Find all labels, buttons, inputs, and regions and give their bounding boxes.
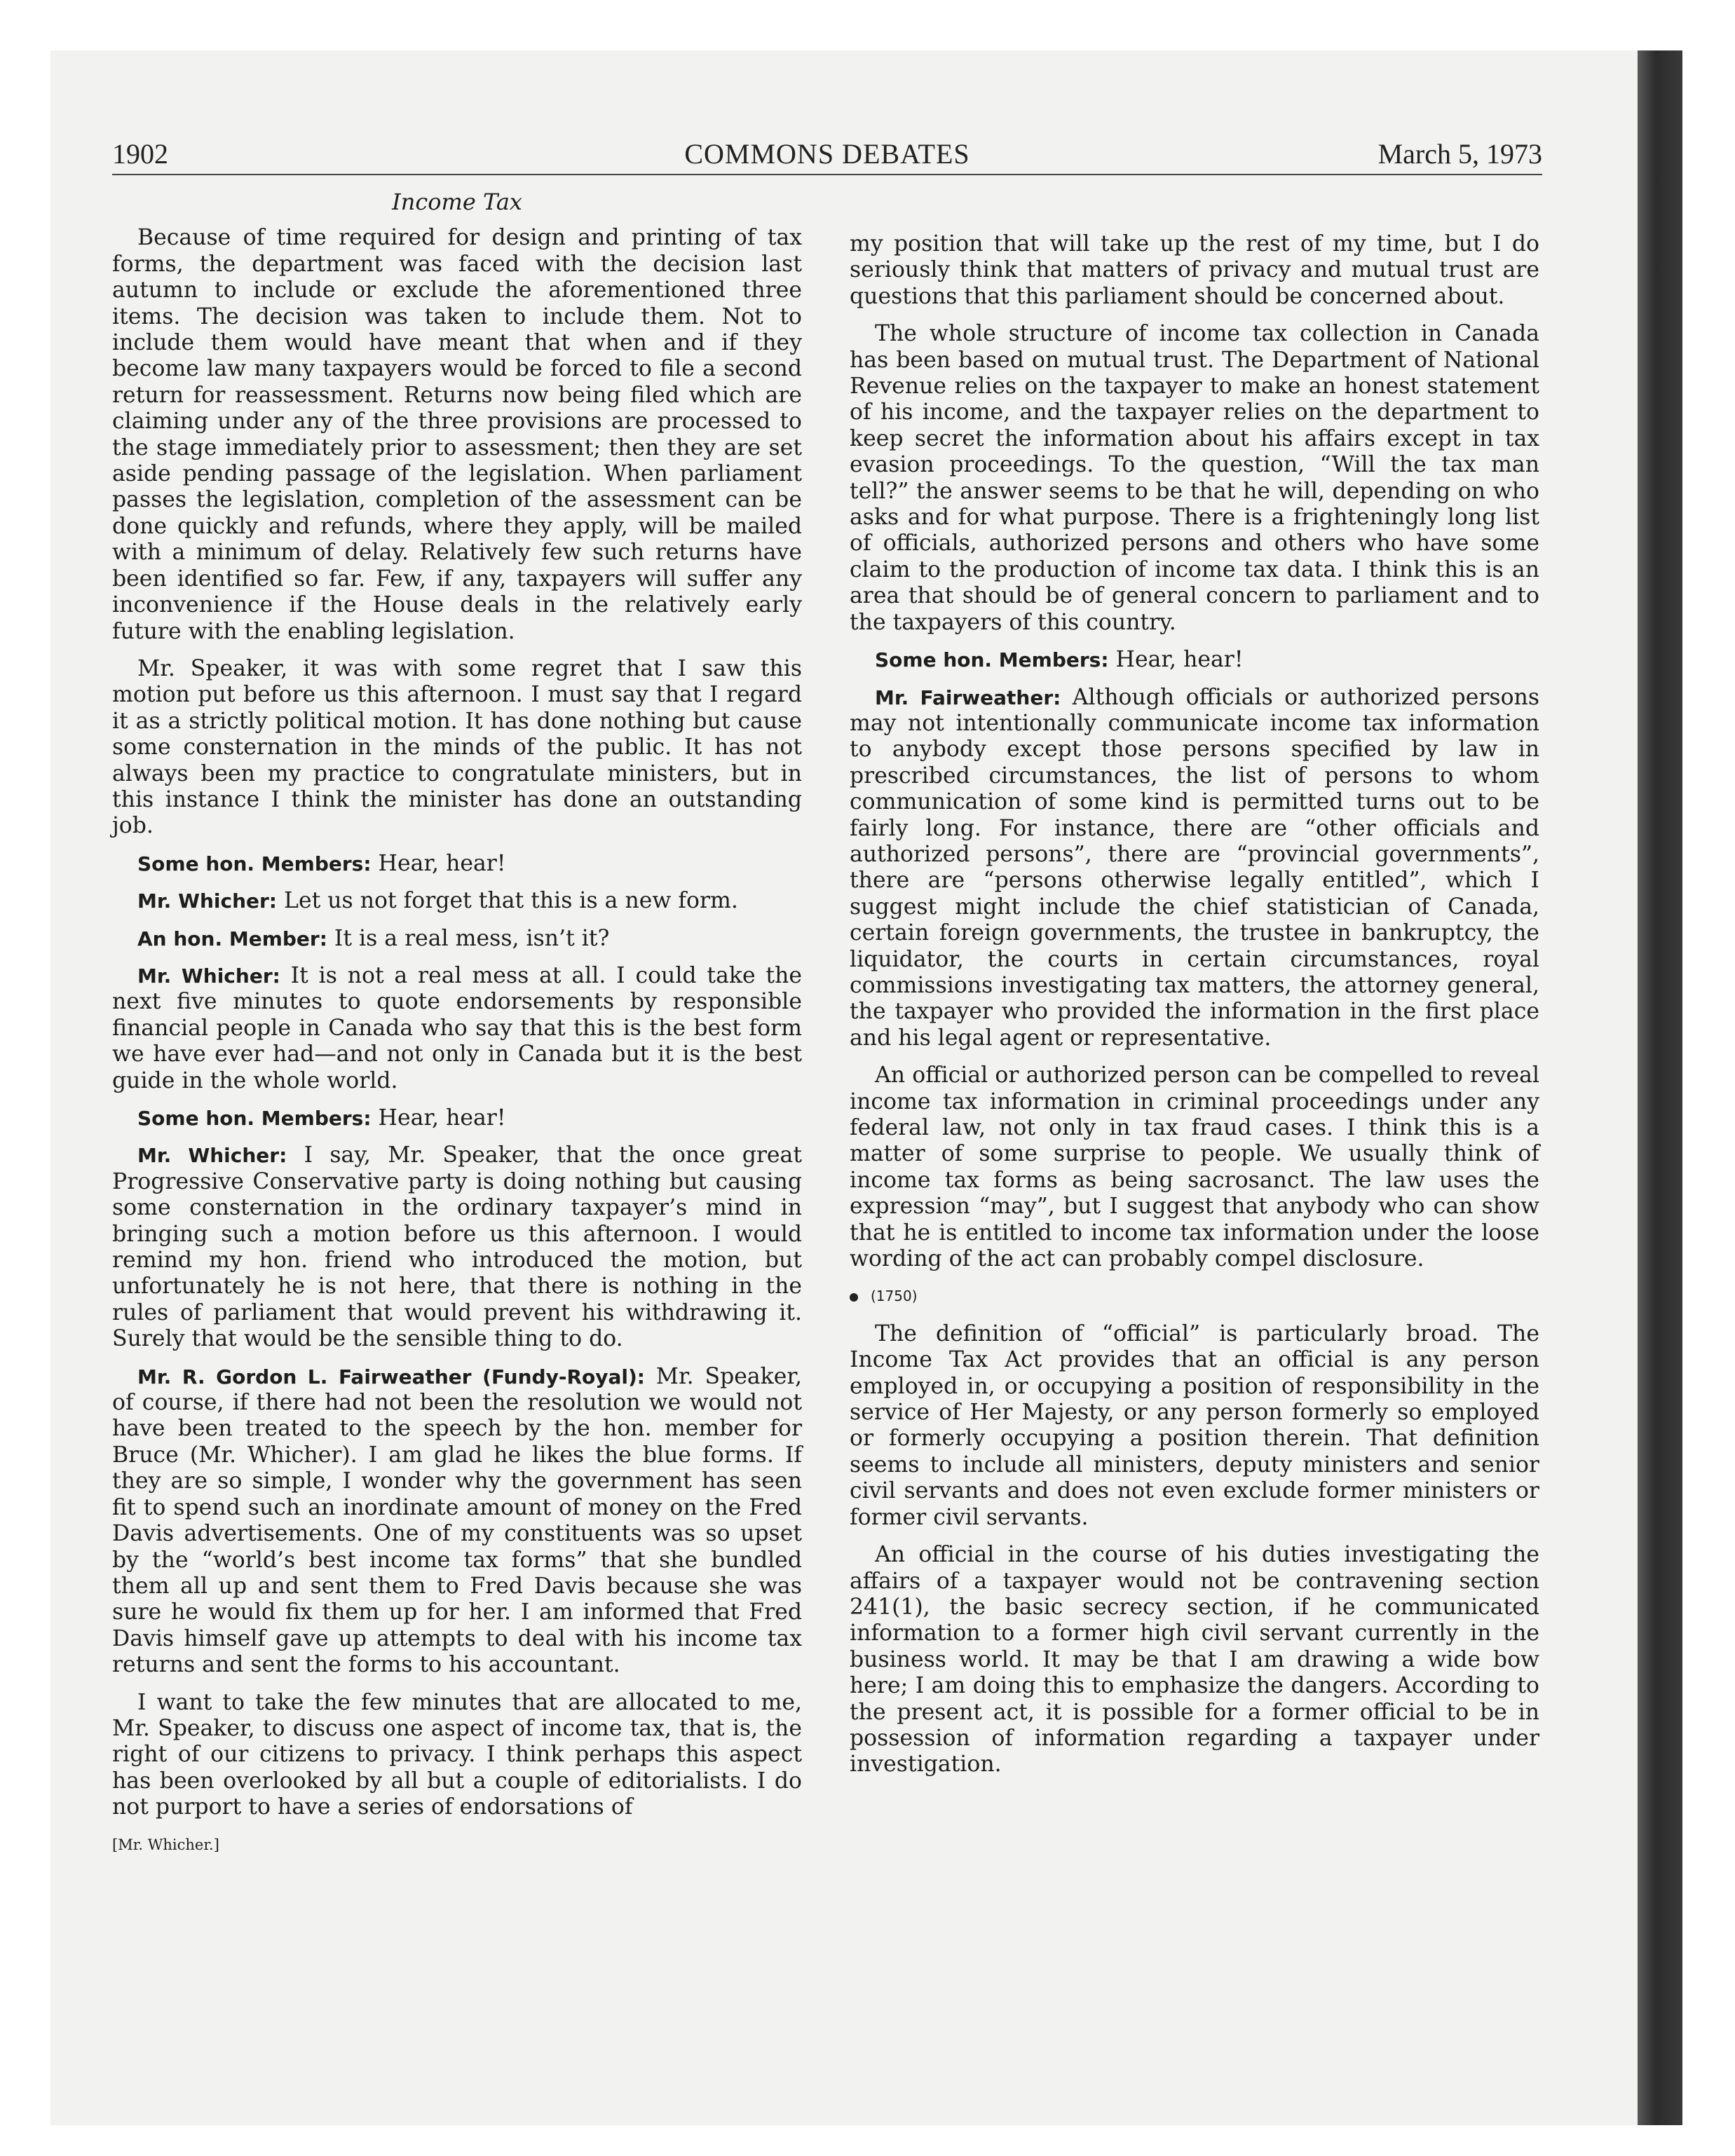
speaker-name: Some hon. Members: [137, 1107, 372, 1130]
speech-text: Let us not forget that this is a new form. [277, 888, 738, 914]
paragraph: The whole structure of income tax collection in Canada has been based on mutual trust. The Department of National Revenue relies on the taxpayer to make an honest statement of his income, and the taxpayer relies on the department to keep secret the information about his affairs except in tax evasion proceedings. To the question, “Will the tax man tell?” the answer seems to be that he will, depending on who asks and for what purpose. There is a frighteningly long list of officials, authorized persons and others who have some claim to the production of income tax data. I think this is an area that should be of general concern to parliament and to the taxpayers of this country. [850, 321, 1539, 635]
paragraph: I want to take the few minutes that are allocated to me, Mr. Speaker, to discuss one aspect of income tax, that is, the right of our citizens to privacy. I think perhaps this aspect has been overlooked by all but a couple of editorialists. I do not purport to have a series of endorsations of [112, 1689, 802, 1820]
speech [112, 963, 802, 1094]
paragraph: An official in the course of his duties investigating the affairs of a taxpayer would not be contravening section 241(1), the basic secrecy section, if he communicated information to a former high civil servant currently in the business world. It may be that I am drawing a wide bow here; I am doing this to emphasize the dangers. According to the present act, it is possible for a former official to be in possession of information regarding a taxpayer under investigation. [850, 1542, 1539, 1778]
binding-edge [1638, 50, 1682, 2125]
speaker-name: Mr. Whicher: [137, 889, 278, 913]
paragraph: Because of time required for design and printing of tax forms, the department was faced with the decision last autumn to include or exclude the aforementioned three items. The decision was taken to include them. Not to include them would have meant that when and if they become law many taxpayers would be forced to file a second return for reassessment. Returns now being filed which are claiming under any of the three provisions are processed to the stage immediately prior to assessment; then they are set aside pending passage of the legislation. When parliament passes the legislation, completion of the assessment can be done quickly and refunds, where they apply, will be mailed with a minimum of delay. Relatively few such returns have been identified so far. Few, if any, taxpayers will suffer any inconvenience if the House deals in the relatively early future with the enabling legislation. [112, 225, 802, 644]
paragraph: my position that will take up the rest of my time, but I do seriously think that matters of privacy and mutual trust are questions that this parliament should be concerned about. [850, 231, 1539, 309]
speech [112, 1142, 802, 1352]
page-date: March 5, 1973 [1377, 138, 1542, 170]
speaker-name: Mr. Fairweather: [875, 685, 1061, 709]
speech-text: It is a real mess, isn’t it? [327, 925, 610, 951]
speech-text: It is not a real mess at all. I could take the next five minutes to quote endorsements by responsible financial people in Canada who say that this is the best form we have ever had—and not only in Canada but it is the best guide in the whole world. [112, 962, 803, 1093]
paragraph: The definition of “official” is particularly broad. The Income Tax Act provides that an official is any person employed in, or occupying a position of responsibility in the service of Her Majesty, or any person formerly so employed or formerly occupying a position therein. That definition seems to include all ministers, deputy ministers and senior civil servants and does not even exclude former ministers or former civil servants. [850, 1321, 1539, 1530]
paragraph: Mr. Speaker, it was with some regret that I saw this motion put before us this afternoon. I must say that I regard it as a strictly political motion. It has done nothing but cause some consternation in the minds of the public. It has not always been my practice to congratulate ministers, but in this instance I think the minister has done an outstanding job. [112, 655, 802, 839]
section-heading: Income Tax [392, 189, 522, 215]
speech [112, 1364, 802, 1679]
speech [112, 926, 802, 952]
speech-text: Hear, hear! [371, 850, 506, 876]
speech [112, 888, 802, 914]
page-number: 1902 [112, 138, 168, 170]
speech-text: Mr. Speaker, of course, if there had not been the resolution we would not have been treated to the speech by the hon. member for Bruce (Mr. Whicher). I am glad he likes the blue forms. If they are so simple, I wonder why the government has seen fit to spend such an inordinate amount of money on the Fred Davis advertisements. One of my constituents was so upset by the “world’s best income tax forms” that she bundled them all up and sent them to Fred Davis because she was sure he would fix them up for her. I am informed that Fred Davis himself gave up attempts to deal with his income tax returns and sent the forms to his accountant. [112, 1363, 802, 1678]
speech [112, 851, 802, 877]
speech-text: Hear, hear! [1108, 647, 1244, 673]
speech-text: Hear, hear! [371, 1105, 506, 1131]
speaker-name: Mr. Whicher: [137, 1144, 287, 1168]
speech-text: I say, Mr. Speaker, that the once great Progressive Conservative party is doing nothing but causing some consternation in the ordinary taxpayer’s mind in bringing such a motion before us this afternoon. I would remind my hon. friend who introduced the motion, but unfortunately he is not here, that there is nothing in the rules of parliament that would prevent his withdrawing it. Surely that would be the sensible thing to do. [112, 1142, 802, 1352]
bullet-icon [850, 1293, 858, 1302]
paragraph: An official or authorized person can be compelled to reveal income tax information in criminal proceedings under any federal law, not only in tax fraud cases. I think this is a matter of some surprise to people. We usually think of income tax forms as being sacrosanct. The law uses the expression “may”, but I suggest that anybody who can show that he is entitled to income tax information under the loose wording of the act can probably compel disclosure. [850, 1063, 1539, 1272]
speech-text: Although officials or authorized persons may not intentionally communicate income tax information to anybody except those persons specified by law in prescribed circumstances, the list of persons to whom communication of some kind is permitted turns out to be fairly long. For instance, there are “other officials and authorized persons”, there are “provincial governments”, there are “persons otherwise legally entitled”, which I suggest might include the chief statistician of Canada, certain foreign governments, the trustee in bankruptcy, the liquidator, the courts in certain circumstances, royal commissions investigating tax matters, the attorney general, the taxpayer who provided the information in the first place and his legal agent or representative. [850, 684, 1540, 1051]
speech [850, 685, 1539, 1052]
right-column [850, 231, 1539, 1789]
time-marker [850, 1283, 1539, 1309]
time-marker-text: (1750) [871, 1288, 918, 1305]
speaker-name: Some hon. Members: [875, 648, 1109, 672]
speech [112, 1105, 802, 1131]
speaker-name: Mr. Whicher: [137, 964, 280, 988]
left-column [112, 189, 802, 1869]
speaker-name: Mr. R. Gordon L. Fairweather (Fundy-Royal): [137, 1365, 645, 1389]
speaker-name: An hon. Member: [137, 927, 327, 950]
speech [850, 647, 1539, 673]
speaker-name: Some hon. Members: [137, 852, 372, 875]
publication-title: COMMONS DEBATES [684, 138, 970, 170]
speaker-footnote: [Mr. Whicher.] [112, 1836, 219, 1853]
page-header [112, 135, 1542, 175]
